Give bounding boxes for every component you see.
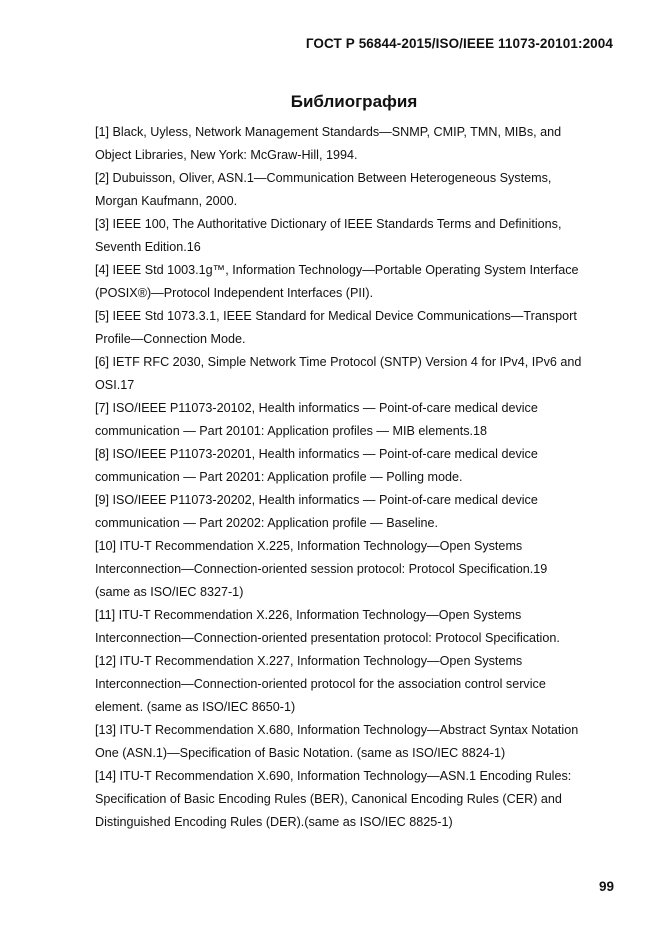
bibliography-entry-line: Seventh Edition.16 — [95, 240, 201, 254]
bibliography-entry — [95, 765, 615, 834]
bibliography-entry-line: [11] ITU-T Recommendation X.226, Information Technology—Open Systems — [95, 608, 522, 622]
bibliography-entry — [95, 259, 615, 305]
bibliography-entry — [95, 604, 615, 650]
bibliography-entry — [95, 213, 615, 259]
bibliography-entry-line: Object Libraries, New York: McGraw-Hill, 1994. — [95, 148, 358, 162]
bibliography-entry-line: [2] Dubuisson, Oliver, ASN.1—Communication Between Heterogeneous Systems, — [95, 171, 552, 185]
bibliography-entry-line: [13] ITU-T Recommendation X.680, Information Technology—Abstract Syntax Notation — [95, 723, 579, 737]
bibliography-entry-line: [1] Black, Uyless, Network Management Standards—SNMP, CMIP, TMN, MIBs, and — [95, 125, 562, 139]
bibliography-entry-line: element. (same as ISO/IEC 8650-1) — [95, 700, 296, 714]
bibliography-entry-line: Specification of Basic Encoding Rules (BER), Canonical Encoding Rules (CER) and — [95, 792, 562, 806]
bibliography-entry-line: Profile—Connection Mode. — [95, 332, 246, 346]
bibliography-list — [95, 121, 615, 834]
bibliography-entry-line: [10] ITU-T Recommendation X.225, Information Technology—Open Systems — [95, 539, 523, 553]
bibliography-entry-line: communication — Part 20202: Application profile — Baseline. — [95, 516, 439, 530]
bibliography-entry-line: communication — Part 20101: Application profiles — MIB elements.18 — [95, 424, 487, 438]
bibliography-entry-line: Interconnection—Connection-oriented protocol for the association control service — [95, 677, 546, 691]
document-code-header: ГОСТ Р 56844-2015/ISO/IEEE 11073-20101:2004 — [305, 36, 613, 51]
page-number: 99 — [598, 879, 614, 894]
bibliography-entry — [95, 535, 615, 604]
bibliography-entry-line: OSI.17 — [95, 378, 135, 392]
bibliography-entry-line: (same as ISO/IEC 8327-1) — [95, 585, 244, 599]
page-title: Библиография — [290, 92, 418, 111]
bibliography-entry-line: [9] ISO/IEEE P11073-20202, Health informatics — Point-of-care medical device — [95, 493, 538, 507]
bibliography-entry — [95, 443, 615, 489]
bibliography-entry-line: [7] ISO/IEEE P11073-20102, Health informatics — Point-of-care medical device — [95, 401, 538, 415]
bibliography-entry — [95, 121, 615, 167]
bibliography-entry-line: Distinguished Encoding Rules (DER).(same as ISO/IEC 8825-1) — [95, 815, 453, 829]
bibliography-entry — [95, 397, 615, 443]
bibliography-entry — [95, 719, 615, 765]
bibliography-entry — [95, 351, 615, 397]
bibliography-entry-line: [3] IEEE 100, The Authoritative Dictionary of IEEE Standards Terms and Definitions, — [95, 217, 562, 231]
bibliography-entry-line: (POSIX®)—Protocol Independent Interfaces (PII). — [95, 286, 374, 300]
bibliography-entry-line: One (ASN.1)—Specification of Basic Notation. (same as ISO/IEC 8824-1) — [95, 746, 506, 760]
bibliography-entry — [95, 650, 615, 719]
bibliography-entry-line: [6] IETF RFC 2030, Simple Network Time Protocol (SNTP) Version 4 for IPv4, IPv6 and — [95, 355, 582, 369]
bibliography-entry-line: [4] IEEE Std 1003.1g™, Information Technology—Portable Operating System Interface — [95, 263, 579, 277]
bibliography-entry-line: [12] ITU-T Recommendation X.227, Information Technology—Open Systems — [95, 654, 523, 668]
bibliography-entry-line: Interconnection—Connection-oriented session protocol: Protocol Specification.19 — [95, 562, 548, 576]
bibliography-entry-line: [8] ISO/IEEE P11073-20201, Health informatics — Point-of-care medical device — [95, 447, 538, 461]
bibliography-entry — [95, 489, 615, 535]
bibliography-entry — [95, 305, 615, 351]
bibliography-entry — [95, 167, 615, 213]
bibliography-entry-line: Morgan Kaufmann, 2000. — [95, 194, 238, 208]
bibliography-entry-line: [5] IEEE Std 1073.3.1, IEEE Standard for Medical Device Communications—Transport — [95, 309, 577, 323]
bibliography-entry-line: [14] ITU-T Recommendation X.690, Information Technology—ASN.1 Encoding Rules: — [95, 769, 572, 783]
bibliography-entry-line: communication — Part 20201: Application profile — Polling mode. — [95, 470, 463, 484]
bibliography-entry-line: Interconnection—Connection-oriented presentation protocol: Protocol Specification. — [95, 631, 560, 645]
